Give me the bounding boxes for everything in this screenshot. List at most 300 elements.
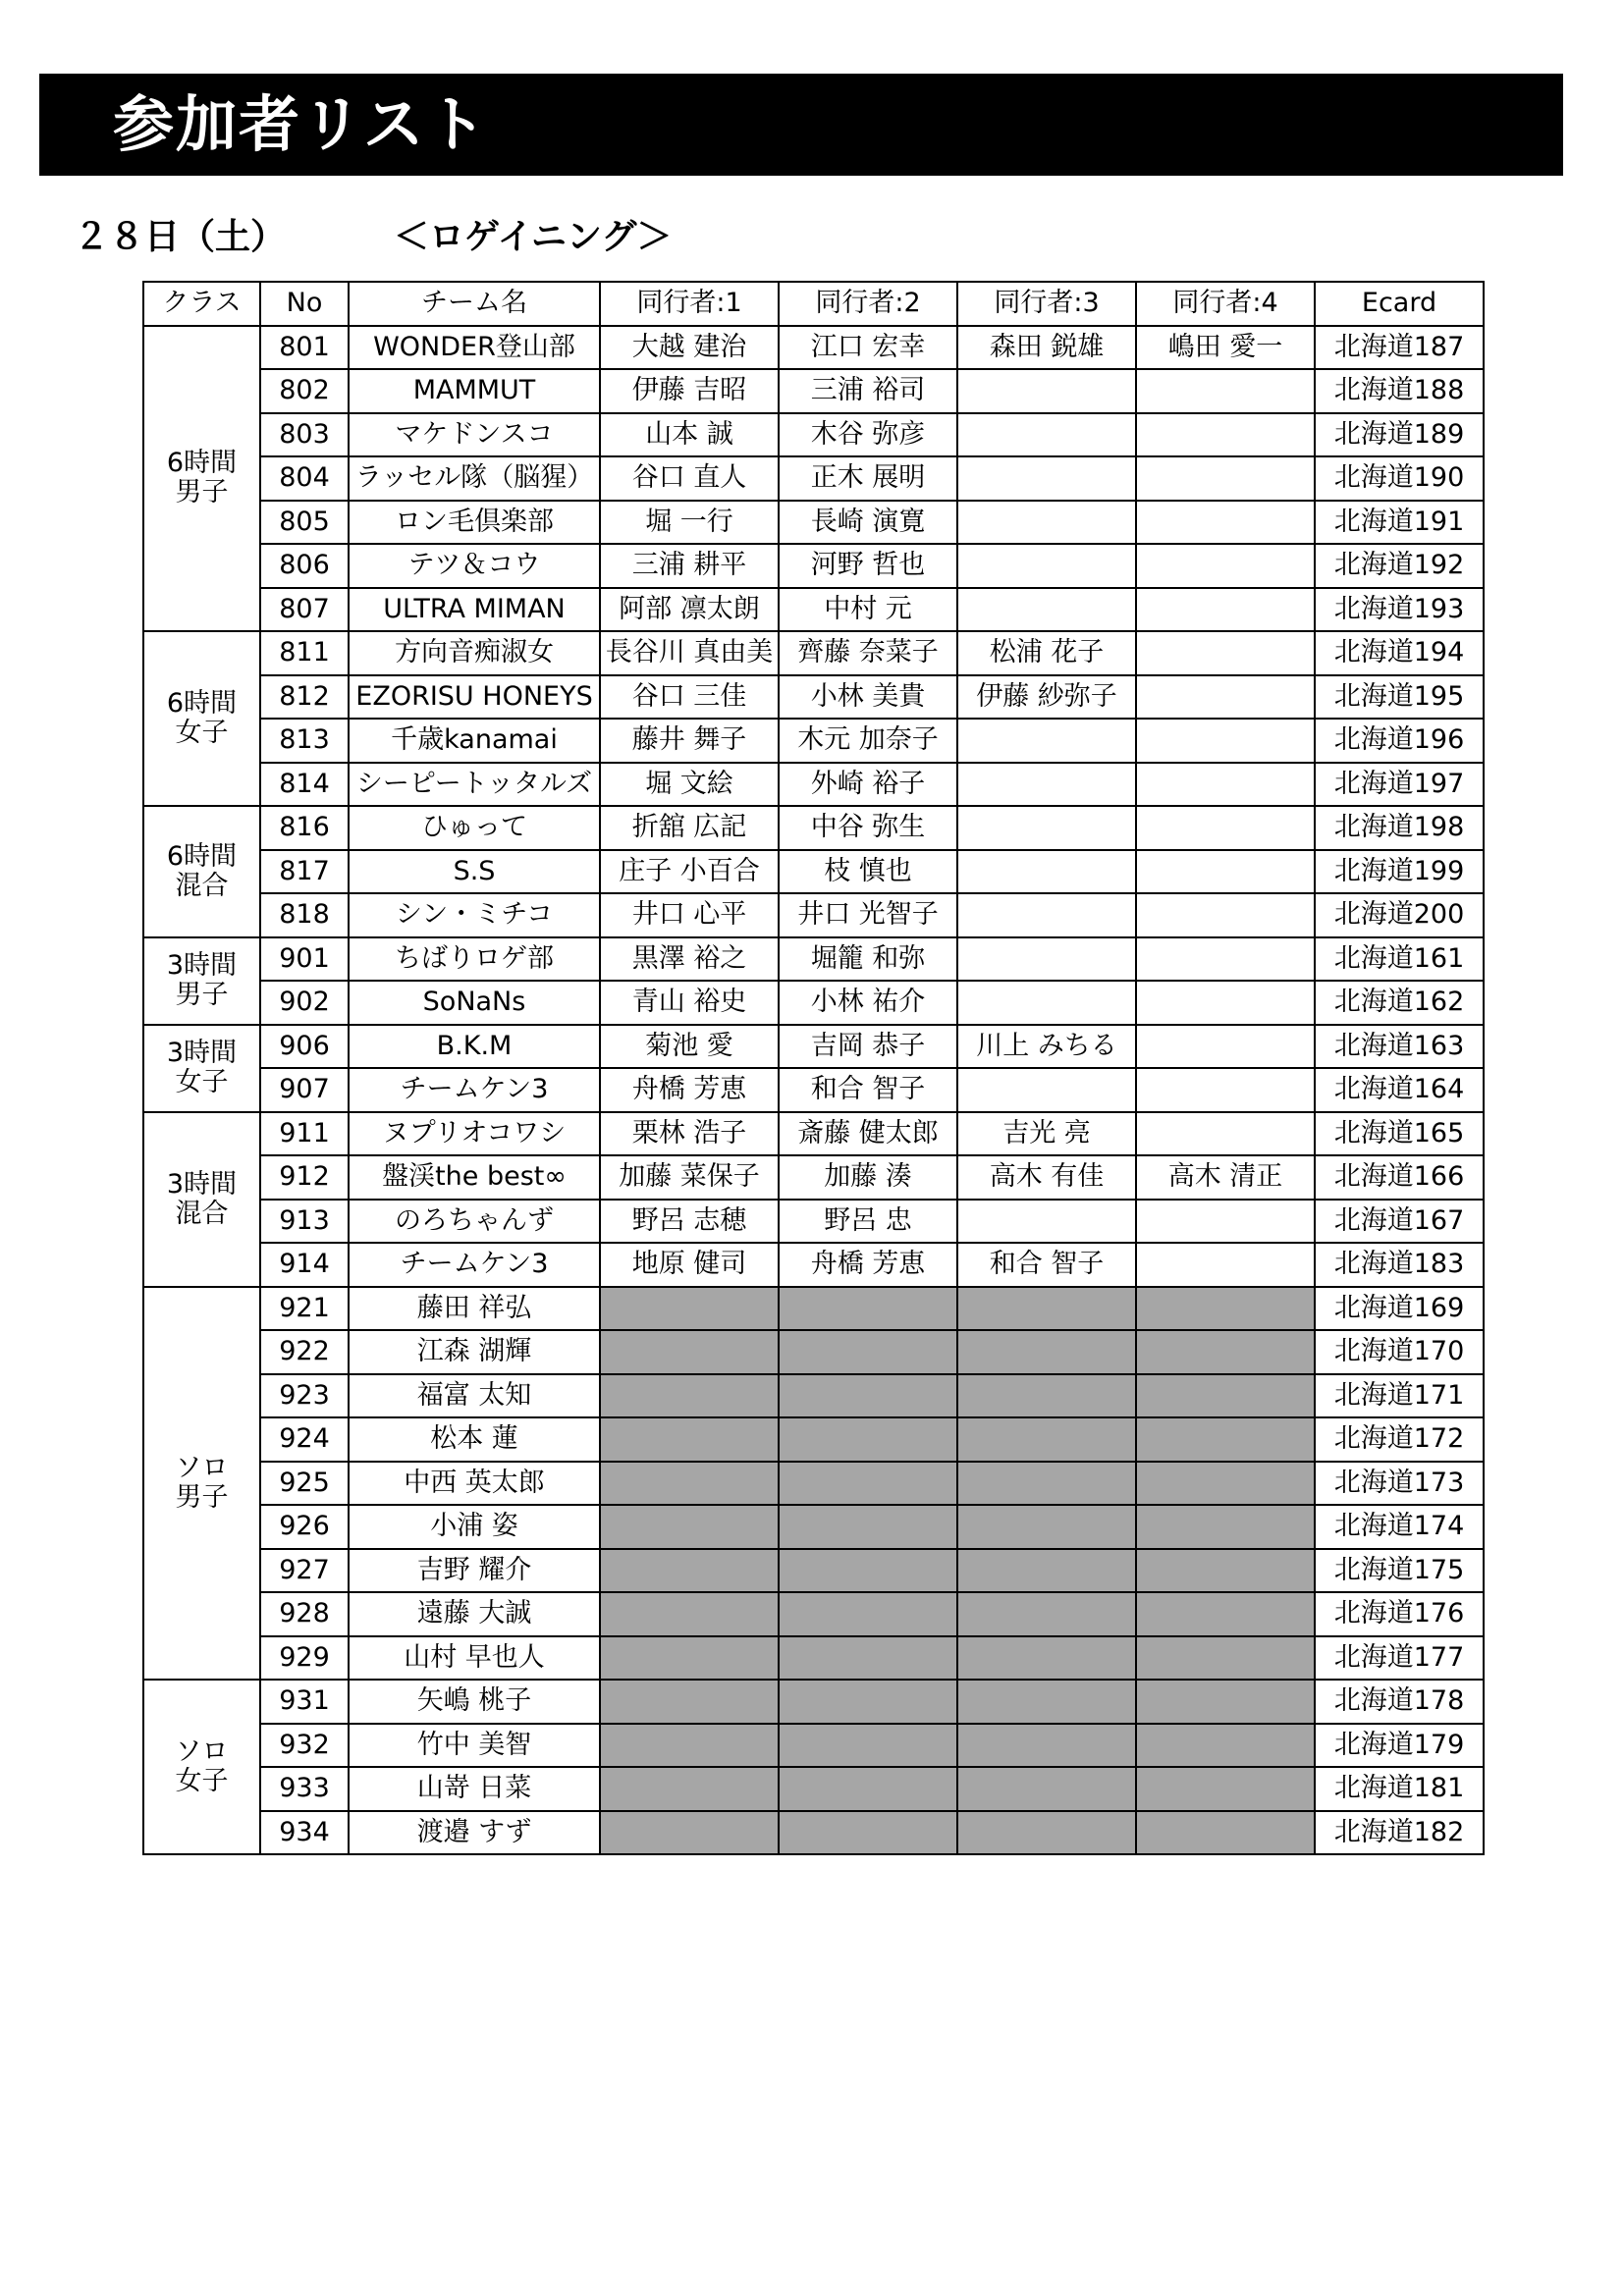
team-name-cell: ULTRA MIMAN bbox=[349, 588, 600, 632]
class-cell bbox=[143, 937, 260, 1025]
member-3-cell bbox=[957, 1680, 1136, 1724]
team-name-cell: 松本 蓮 bbox=[349, 1417, 600, 1462]
team-name-cell: ヌプリオコワシ bbox=[349, 1112, 600, 1156]
ecard-cell: 北海道181 bbox=[1315, 1767, 1484, 1811]
member-1-cell bbox=[600, 1505, 779, 1549]
ecard-cell: 北海道175 bbox=[1315, 1549, 1484, 1593]
member-2-cell: 木谷 弥彦 bbox=[779, 413, 957, 457]
member-2-cell: 斎藤 健太郎 bbox=[779, 1112, 957, 1156]
team-name-cell: 千歳kanamai bbox=[349, 719, 600, 763]
table-row bbox=[143, 1417, 1484, 1462]
table-row bbox=[143, 1505, 1484, 1549]
class-label-line: 6時間 bbox=[166, 840, 238, 872]
team-name-cell: 竹中 美智 bbox=[349, 1724, 600, 1768]
member-3-cell bbox=[957, 763, 1136, 807]
member-1-cell: 舟橋 芳恵 bbox=[600, 1068, 779, 1112]
member-3-cell bbox=[957, 456, 1136, 501]
team-number-cell: 931 bbox=[260, 1680, 349, 1724]
team-name-cell: MAMMUT bbox=[349, 369, 600, 413]
table-row bbox=[143, 1200, 1484, 1244]
member-2-cell bbox=[779, 1374, 957, 1418]
table-row bbox=[143, 893, 1484, 937]
ecard-cell: 北海道174 bbox=[1315, 1505, 1484, 1549]
ecard-cell: 北海道176 bbox=[1315, 1592, 1484, 1636]
member-4-cell bbox=[1136, 501, 1315, 545]
ecard-cell: 北海道166 bbox=[1315, 1155, 1484, 1200]
member-1-cell bbox=[600, 1330, 779, 1374]
member-3-cell bbox=[957, 719, 1136, 763]
member-4-cell bbox=[1136, 1724, 1315, 1768]
ecard-cell: 北海道190 bbox=[1315, 456, 1484, 501]
member-2-cell: 三浦 裕司 bbox=[779, 369, 957, 413]
team-number-cell: 802 bbox=[260, 369, 349, 413]
team-name-cell: 方向音痴淑女 bbox=[349, 631, 600, 675]
member-1-cell: 堀 一行 bbox=[600, 501, 779, 545]
member-2-cell bbox=[779, 1767, 957, 1811]
member-2-cell: 木元 加奈子 bbox=[779, 719, 957, 763]
team-number-cell: 816 bbox=[260, 806, 349, 850]
ecard-cell: 北海道182 bbox=[1315, 1811, 1484, 1855]
table-row bbox=[143, 369, 1484, 413]
member-4-cell bbox=[1136, 1112, 1315, 1156]
table-row bbox=[143, 1592, 1484, 1636]
team-number-cell: 817 bbox=[260, 850, 349, 894]
team-name-cell: テツ＆コウ bbox=[349, 544, 600, 588]
team-number-cell: 923 bbox=[260, 1374, 349, 1418]
team-name-cell: S.S bbox=[349, 850, 600, 894]
member-1-cell bbox=[600, 1636, 779, 1681]
team-name-cell: 遠藤 大誠 bbox=[349, 1592, 600, 1636]
ecard-cell: 北海道195 bbox=[1315, 675, 1484, 720]
member-3-cell bbox=[957, 544, 1136, 588]
member-3-cell bbox=[957, 1636, 1136, 1681]
subheading bbox=[74, 216, 672, 259]
team-number-cell: 912 bbox=[260, 1155, 349, 1200]
table-row bbox=[143, 1025, 1484, 1069]
member-1-cell: 伊藤 吉昭 bbox=[600, 369, 779, 413]
page-title: 参加者リスト bbox=[113, 88, 489, 160]
member-3-cell bbox=[957, 1811, 1136, 1855]
member-1-cell: 庄子 小百合 bbox=[600, 850, 779, 894]
member-2-cell: 小林 美貴 bbox=[779, 675, 957, 720]
member-3-cell bbox=[957, 1330, 1136, 1374]
team-number-cell: 907 bbox=[260, 1068, 349, 1112]
member-4-cell: 嶋田 愛一 bbox=[1136, 326, 1315, 370]
table-row bbox=[143, 675, 1484, 720]
member-4-cell bbox=[1136, 1636, 1315, 1681]
ecard-cell: 北海道200 bbox=[1315, 893, 1484, 937]
member-2-cell: 中谷 弥生 bbox=[779, 806, 957, 850]
table-row bbox=[143, 1680, 1484, 1724]
team-name-cell: シーピートッタルズ bbox=[349, 763, 600, 807]
team-number-cell: 801 bbox=[260, 326, 349, 370]
member-1-cell bbox=[600, 1592, 779, 1636]
class-label-line: ソロ bbox=[175, 1452, 229, 1483]
column-header-member-1: 同行者:1 bbox=[600, 282, 779, 326]
member-3-cell: 森田 鋭雄 bbox=[957, 326, 1136, 370]
team-number-cell: 813 bbox=[260, 719, 349, 763]
member-3-cell bbox=[957, 1549, 1136, 1593]
member-1-cell: 黒澤 裕之 bbox=[600, 937, 779, 982]
participant-table bbox=[142, 281, 1485, 1855]
member-1-cell bbox=[600, 1680, 779, 1724]
ecard-cell: 北海道194 bbox=[1315, 631, 1484, 675]
member-2-cell bbox=[779, 1549, 957, 1593]
member-1-cell: 大越 建治 bbox=[600, 326, 779, 370]
table-row bbox=[143, 1287, 1484, 1331]
member-4-cell bbox=[1136, 631, 1315, 675]
table-row bbox=[143, 1636, 1484, 1681]
ecard-cell: 北海道178 bbox=[1315, 1680, 1484, 1724]
team-number-cell: 928 bbox=[260, 1592, 349, 1636]
member-3-cell bbox=[957, 893, 1136, 937]
member-4-cell bbox=[1136, 1330, 1315, 1374]
class-label-line: 男子 bbox=[175, 1481, 229, 1513]
member-1-cell: 谷口 三佳 bbox=[600, 675, 779, 720]
ecard-cell: 北海道196 bbox=[1315, 719, 1484, 763]
class-label-line: 3時間 bbox=[166, 1038, 238, 1068]
member-4-cell bbox=[1136, 1549, 1315, 1593]
column-header-no: No bbox=[260, 282, 349, 326]
ecard-cell: 北海道183 bbox=[1315, 1243, 1484, 1287]
member-1-cell: 青山 裕史 bbox=[600, 981, 779, 1025]
table-header-row bbox=[143, 282, 1484, 326]
team-number-cell: 902 bbox=[260, 981, 349, 1025]
class-cell bbox=[143, 631, 260, 806]
member-3-cell: 松浦 花子 bbox=[957, 631, 1136, 675]
member-1-cell: 栗林 浩子 bbox=[600, 1112, 779, 1156]
ecard-cell: 北海道188 bbox=[1315, 369, 1484, 413]
member-3-cell bbox=[957, 1068, 1136, 1112]
member-1-cell bbox=[600, 1417, 779, 1462]
member-3-cell bbox=[957, 413, 1136, 457]
member-2-cell: 吉岡 恭子 bbox=[779, 1025, 957, 1069]
table-row bbox=[143, 456, 1484, 501]
table-row bbox=[143, 1374, 1484, 1418]
table-row bbox=[143, 1549, 1484, 1593]
class-cell bbox=[143, 1025, 260, 1112]
team-name-cell: 吉野 耀介 bbox=[349, 1549, 600, 1593]
member-2-cell bbox=[779, 1724, 957, 1768]
member-1-cell: 堀 文絵 bbox=[600, 763, 779, 807]
team-name-cell: EZORISU HONEYS bbox=[349, 675, 600, 720]
member-1-cell bbox=[600, 1374, 779, 1418]
team-number-cell: 814 bbox=[260, 763, 349, 807]
member-4-cell bbox=[1136, 1200, 1315, 1244]
table-row bbox=[143, 1068, 1484, 1112]
ecard-cell: 北海道169 bbox=[1315, 1287, 1484, 1331]
member-1-cell: 谷口 直人 bbox=[600, 456, 779, 501]
table-row bbox=[143, 1243, 1484, 1287]
class-label-line: 男子 bbox=[175, 980, 229, 1010]
ecard-cell: 北海道187 bbox=[1315, 326, 1484, 370]
member-2-cell bbox=[779, 1680, 957, 1724]
table-row bbox=[143, 1724, 1484, 1768]
member-4-cell: 高木 清正 bbox=[1136, 1155, 1315, 1200]
table-row bbox=[143, 850, 1484, 894]
member-1-cell bbox=[600, 1811, 779, 1855]
table-row bbox=[143, 937, 1484, 982]
member-3-cell bbox=[957, 1287, 1136, 1331]
member-2-cell bbox=[779, 1287, 957, 1331]
member-3-cell bbox=[957, 369, 1136, 413]
member-2-cell bbox=[779, 1505, 957, 1549]
member-4-cell bbox=[1136, 893, 1315, 937]
member-3-cell bbox=[957, 1767, 1136, 1811]
team-number-cell: 927 bbox=[260, 1549, 349, 1593]
class-label-line: 女子 bbox=[175, 1766, 229, 1796]
class-label-line: 男子 bbox=[175, 477, 229, 508]
member-3-cell bbox=[957, 501, 1136, 545]
column-header-member-4: 同行者:4 bbox=[1136, 282, 1315, 326]
team-name-cell: 山嵜 日菜 bbox=[349, 1767, 600, 1811]
member-4-cell bbox=[1136, 1592, 1315, 1636]
table-row bbox=[143, 326, 1484, 370]
member-2-cell: 舟橋 芳恵 bbox=[779, 1243, 957, 1287]
member-4-cell bbox=[1136, 763, 1315, 807]
column-header-ecard: Ecard bbox=[1315, 282, 1484, 326]
table-row bbox=[143, 1112, 1484, 1156]
member-4-cell bbox=[1136, 588, 1315, 632]
team-name-cell: ひゅって bbox=[349, 806, 600, 850]
member-2-cell: 齊藤 奈菜子 bbox=[779, 631, 957, 675]
member-2-cell: 井口 光智子 bbox=[779, 893, 957, 937]
team-number-cell: 924 bbox=[260, 1417, 349, 1462]
team-number-cell: 922 bbox=[260, 1330, 349, 1374]
member-1-cell: 地原 健司 bbox=[600, 1243, 779, 1287]
table-row bbox=[143, 719, 1484, 763]
member-3-cell bbox=[957, 1724, 1136, 1768]
table-row bbox=[143, 413, 1484, 457]
member-3-cell bbox=[957, 1200, 1136, 1244]
member-1-cell bbox=[600, 1287, 779, 1331]
member-1-cell: 菊池 愛 bbox=[600, 1025, 779, 1069]
member-1-cell: 三浦 耕平 bbox=[600, 544, 779, 588]
member-4-cell bbox=[1136, 369, 1315, 413]
team-name-cell: 盤渓the best∞ bbox=[349, 1155, 600, 1200]
team-name-cell: B.K.M bbox=[349, 1025, 600, 1069]
member-4-cell bbox=[1136, 806, 1315, 850]
member-2-cell: 中村 元 bbox=[779, 588, 957, 632]
class-cell bbox=[143, 1680, 260, 1854]
member-3-cell bbox=[957, 1417, 1136, 1462]
member-4-cell bbox=[1136, 1462, 1315, 1506]
member-3-cell bbox=[957, 1374, 1136, 1418]
member-4-cell bbox=[1136, 1417, 1315, 1462]
team-number-cell: 934 bbox=[260, 1811, 349, 1855]
member-2-cell: 江口 宏幸 bbox=[779, 326, 957, 370]
team-number-cell: 906 bbox=[260, 1025, 349, 1069]
team-number-cell: 929 bbox=[260, 1636, 349, 1681]
member-4-cell bbox=[1136, 719, 1315, 763]
member-4-cell bbox=[1136, 456, 1315, 501]
ecard-cell: 北海道173 bbox=[1315, 1462, 1484, 1506]
member-1-cell: 長谷川 真由美 bbox=[600, 631, 779, 675]
team-number-cell: 932 bbox=[260, 1724, 349, 1768]
team-number-cell: 901 bbox=[260, 937, 349, 982]
class-label-line: ソロ bbox=[175, 1736, 229, 1767]
table-row bbox=[143, 981, 1484, 1025]
team-number-cell: 807 bbox=[260, 588, 349, 632]
member-2-cell: 小林 祐介 bbox=[779, 981, 957, 1025]
member-4-cell bbox=[1136, 1374, 1315, 1418]
team-name-cell: 藤田 祥弘 bbox=[349, 1287, 600, 1331]
team-name-cell: チームケン3 bbox=[349, 1243, 600, 1287]
team-name-cell: 小浦 姿 bbox=[349, 1505, 600, 1549]
class-label-line: 3時間 bbox=[166, 950, 238, 981]
team-name-cell: チームケン3 bbox=[349, 1068, 600, 1112]
class-cell bbox=[143, 326, 260, 632]
member-3-cell: 高木 有佳 bbox=[957, 1155, 1136, 1200]
member-1-cell: 山本 誠 bbox=[600, 413, 779, 457]
table-row bbox=[143, 1155, 1484, 1200]
member-4-cell bbox=[1136, 1811, 1315, 1855]
class-label-line: 混合 bbox=[175, 870, 229, 901]
team-number-cell: 933 bbox=[260, 1767, 349, 1811]
member-2-cell bbox=[779, 1811, 957, 1855]
column-header-team: チーム名 bbox=[349, 282, 600, 326]
member-2-cell bbox=[779, 1636, 957, 1681]
team-number-cell: 921 bbox=[260, 1287, 349, 1331]
member-2-cell bbox=[779, 1462, 957, 1506]
member-1-cell: 加藤 菜保子 bbox=[600, 1155, 779, 1200]
team-number-cell: 911 bbox=[260, 1112, 349, 1156]
member-3-cell bbox=[957, 1505, 1136, 1549]
member-3-cell: 吉光 亮 bbox=[957, 1112, 1136, 1156]
member-2-cell bbox=[779, 1330, 957, 1374]
ecard-cell: 北海道163 bbox=[1315, 1025, 1484, 1069]
member-4-cell bbox=[1136, 981, 1315, 1025]
ecard-cell: 北海道199 bbox=[1315, 850, 1484, 894]
class-label-line: 3時間 bbox=[166, 1168, 238, 1200]
team-name-cell: WONDER登山部 bbox=[349, 326, 600, 370]
member-3-cell: 川上 みちる bbox=[957, 1025, 1136, 1069]
member-4-cell bbox=[1136, 1505, 1315, 1549]
member-4-cell bbox=[1136, 1068, 1315, 1112]
member-2-cell: 外崎 裕子 bbox=[779, 763, 957, 807]
team-number-cell: 818 bbox=[260, 893, 349, 937]
table-row bbox=[143, 806, 1484, 850]
member-2-cell: 河野 哲也 bbox=[779, 544, 957, 588]
member-2-cell bbox=[779, 1417, 957, 1462]
member-1-cell bbox=[600, 1462, 779, 1506]
member-4-cell bbox=[1136, 1025, 1315, 1069]
table-row bbox=[143, 544, 1484, 588]
member-3-cell: 和合 智子 bbox=[957, 1243, 1136, 1287]
team-name-cell: マケドンスコ bbox=[349, 413, 600, 457]
event-name: ＜ロゲイニング＞ bbox=[394, 217, 673, 257]
member-1-cell: 折舘 広記 bbox=[600, 806, 779, 850]
team-number-cell: 805 bbox=[260, 501, 349, 545]
column-header-class: クラス bbox=[143, 282, 260, 326]
ecard-cell: 北海道165 bbox=[1315, 1112, 1484, 1156]
team-name-cell: 中西 英太郎 bbox=[349, 1462, 600, 1506]
member-3-cell bbox=[957, 588, 1136, 632]
ecard-cell: 北海道197 bbox=[1315, 763, 1484, 807]
member-4-cell bbox=[1136, 1767, 1315, 1811]
team-name-cell: 江森 湖輝 bbox=[349, 1330, 600, 1374]
team-name-cell: SoNaNs bbox=[349, 981, 600, 1025]
member-3-cell bbox=[957, 981, 1136, 1025]
member-2-cell: 枝 慎也 bbox=[779, 850, 957, 894]
table-row bbox=[143, 501, 1484, 545]
ecard-cell: 北海道167 bbox=[1315, 1200, 1484, 1244]
table-row bbox=[143, 763, 1484, 807]
member-4-cell bbox=[1136, 1287, 1315, 1331]
team-name-cell: シン・ミチコ bbox=[349, 893, 600, 937]
ecard-cell: 北海道164 bbox=[1315, 1068, 1484, 1112]
ecard-cell: 北海道171 bbox=[1315, 1374, 1484, 1418]
class-cell bbox=[143, 806, 260, 937]
team-number-cell: 803 bbox=[260, 413, 349, 457]
table-row bbox=[143, 1462, 1484, 1506]
member-2-cell: 加藤 湊 bbox=[779, 1155, 957, 1200]
member-3-cell bbox=[957, 850, 1136, 894]
class-label-line: 女子 bbox=[175, 718, 229, 748]
member-2-cell: 和合 智子 bbox=[779, 1068, 957, 1112]
column-header-member-2: 同行者:2 bbox=[779, 282, 957, 326]
ecard-cell: 北海道177 bbox=[1315, 1636, 1484, 1681]
class-label-line: 混合 bbox=[175, 1198, 229, 1229]
event-date: ２８日（土） bbox=[74, 217, 287, 257]
ecard-cell: 北海道191 bbox=[1315, 501, 1484, 545]
member-1-cell: 阿部 凛太朗 bbox=[600, 588, 779, 632]
member-4-cell bbox=[1136, 1243, 1315, 1287]
member-4-cell bbox=[1136, 544, 1315, 588]
team-number-cell: 926 bbox=[260, 1505, 349, 1549]
member-1-cell: 野呂 志穂 bbox=[600, 1200, 779, 1244]
member-2-cell: 堀籠 和弥 bbox=[779, 937, 957, 982]
member-2-cell: 野呂 忠 bbox=[779, 1200, 957, 1244]
class-cell bbox=[143, 1287, 260, 1681]
member-3-cell bbox=[957, 937, 1136, 982]
team-number-cell: 806 bbox=[260, 544, 349, 588]
member-4-cell bbox=[1136, 1680, 1315, 1724]
member-2-cell: 正木 展明 bbox=[779, 456, 957, 501]
member-1-cell bbox=[600, 1767, 779, 1811]
team-number-cell: 812 bbox=[260, 675, 349, 720]
ecard-cell: 北海道198 bbox=[1315, 806, 1484, 850]
member-3-cell bbox=[957, 806, 1136, 850]
table-row bbox=[143, 1767, 1484, 1811]
team-name-cell: 矢嶋 桃子 bbox=[349, 1680, 600, 1724]
member-4-cell bbox=[1136, 850, 1315, 894]
member-1-cell: 井口 心平 bbox=[600, 893, 779, 937]
team-number-cell: 913 bbox=[260, 1200, 349, 1244]
member-3-cell: 伊藤 紗弥子 bbox=[957, 675, 1136, 720]
team-name-cell: のろちゃんず bbox=[349, 1200, 600, 1244]
member-4-cell bbox=[1136, 413, 1315, 457]
column-header-member-3: 同行者:3 bbox=[957, 282, 1136, 326]
ecard-cell: 北海道161 bbox=[1315, 937, 1484, 982]
team-number-cell: 925 bbox=[260, 1462, 349, 1506]
team-number-cell: 804 bbox=[260, 456, 349, 501]
ecard-cell: 北海道193 bbox=[1315, 588, 1484, 632]
member-1-cell: 藤井 舞子 bbox=[600, 719, 779, 763]
class-cell bbox=[143, 1112, 260, 1287]
member-4-cell bbox=[1136, 937, 1315, 982]
team-name-cell: 渡邉 すず bbox=[349, 1811, 600, 1855]
team-name-cell: 福富 太知 bbox=[349, 1374, 600, 1418]
team-name-cell: ちばりロゲ部 bbox=[349, 937, 600, 982]
member-4-cell bbox=[1136, 675, 1315, 720]
class-label-line: 6時間 bbox=[166, 688, 238, 719]
ecard-cell: 北海道192 bbox=[1315, 544, 1484, 588]
member-2-cell bbox=[779, 1592, 957, 1636]
ecard-cell: 北海道189 bbox=[1315, 413, 1484, 457]
team-name-cell: ロン毛倶楽部 bbox=[349, 501, 600, 545]
member-3-cell bbox=[957, 1462, 1136, 1506]
